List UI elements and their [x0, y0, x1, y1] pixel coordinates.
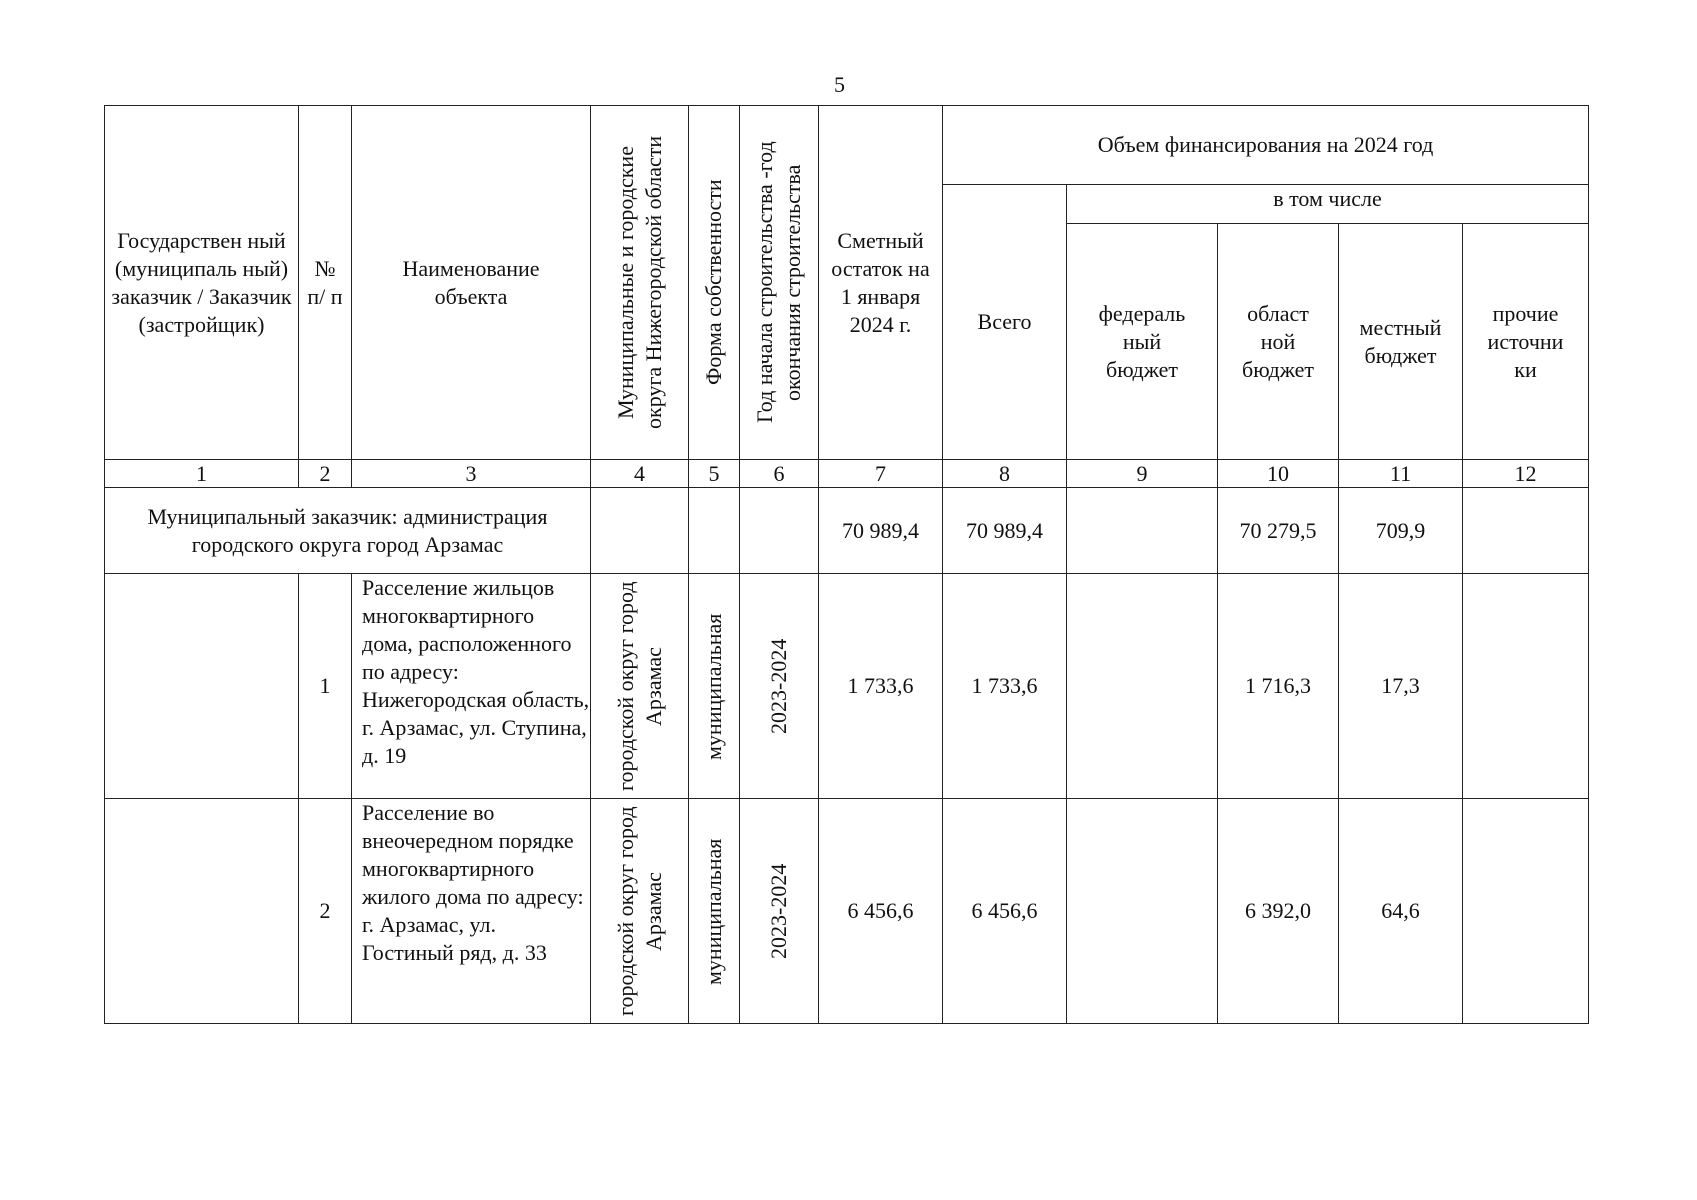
header-including: в том числе [1067, 185, 1589, 224]
district: городской округ город Арзамас [591, 574, 689, 799]
customer-federal [1067, 488, 1218, 574]
column-number: 7 [819, 460, 943, 488]
customer-total: 70 989,4 [943, 488, 1067, 574]
header-regional: област ной бюджет [1218, 224, 1339, 460]
district: городской округ город Арзамас [591, 799, 689, 1024]
header-customer: Государствен ный (муниципаль ный) заказчик / Заказчик (застройщик) [105, 106, 299, 460]
customer-row [105, 488, 1589, 574]
federal [1067, 799, 1218, 1024]
customer-other [1463, 488, 1589, 574]
regional: 1 716,3 [1218, 574, 1339, 799]
header-object-name: Наименование объекта [352, 106, 591, 460]
ownership: муниципальная [689, 799, 740, 1024]
financing-table [104, 105, 1589, 1024]
column-number: 8 [943, 460, 1067, 488]
total: 6 456,6 [943, 799, 1067, 1024]
object-name: Расселение жильцов многоквартирного дома, расположенного по адресу: Нижегородская область, г. Арзамас, ул. Ступина, д. 19 [352, 574, 591, 799]
header-years: Год начала строительства -год окончания строительства [740, 106, 819, 460]
ownership: муниципальная [689, 574, 740, 799]
table-row [105, 574, 1589, 799]
other [1463, 799, 1589, 1024]
local: 17,3 [1339, 574, 1463, 799]
smeta: 1 733,6 [819, 574, 943, 799]
column-number: 3 [352, 460, 591, 488]
row-number: 1 [299, 574, 352, 799]
other [1463, 574, 1589, 799]
column-number: 1 [105, 460, 299, 488]
page-number: 5 [834, 72, 845, 97]
column-number: 9 [1067, 460, 1218, 488]
local: 64,6 [1339, 799, 1463, 1024]
header-total: Всего [943, 185, 1067, 460]
header-smeta-remainder: Сметный остаток на 1 января 2024 г. [819, 106, 943, 460]
column-number: 10 [1218, 460, 1339, 488]
column-number: 6 [740, 460, 819, 488]
header-funding-group: Объем финансирования на 2024 год [943, 106, 1589, 185]
customer-local: 709,9 [1339, 488, 1463, 574]
years: 2023-2024 [740, 799, 819, 1024]
federal [1067, 574, 1218, 799]
row-number: 2 [299, 799, 352, 1024]
header-district: Муниципальные и городские округа Нижегородской области [591, 106, 689, 460]
header-local: местный бюджет [1339, 224, 1463, 460]
header-ownership: Форма собственности [689, 106, 740, 460]
column-numbers-row [105, 460, 1589, 488]
column-number: 5 [689, 460, 740, 488]
customer-regional: 70 279,5 [1218, 488, 1339, 574]
column-number: 11 [1339, 460, 1463, 488]
customer-name: Муниципальный заказчик: администрация городского округа город Арзамас [105, 488, 591, 574]
regional: 6 392,0 [1218, 799, 1339, 1024]
header-federal: федераль ный бюджет [1067, 224, 1218, 460]
smeta: 6 456,6 [819, 799, 943, 1024]
column-number: 12 [1463, 460, 1589, 488]
years: 2023-2024 [740, 574, 819, 799]
column-number: 2 [299, 460, 352, 488]
column-number: 4 [591, 460, 689, 488]
total: 1 733,6 [943, 574, 1067, 799]
object-name: Расселение во внеочередном порядке многоквартирного жилого дома по адресу: г. Арзамас, ул. Гостиный ряд, д. 33 [352, 799, 591, 1024]
customer-smeta: 70 989,4 [819, 488, 943, 574]
table-row [105, 799, 1589, 1024]
header-number: № п/ п [299, 106, 352, 460]
header-other: прочие источни ки [1463, 224, 1589, 460]
